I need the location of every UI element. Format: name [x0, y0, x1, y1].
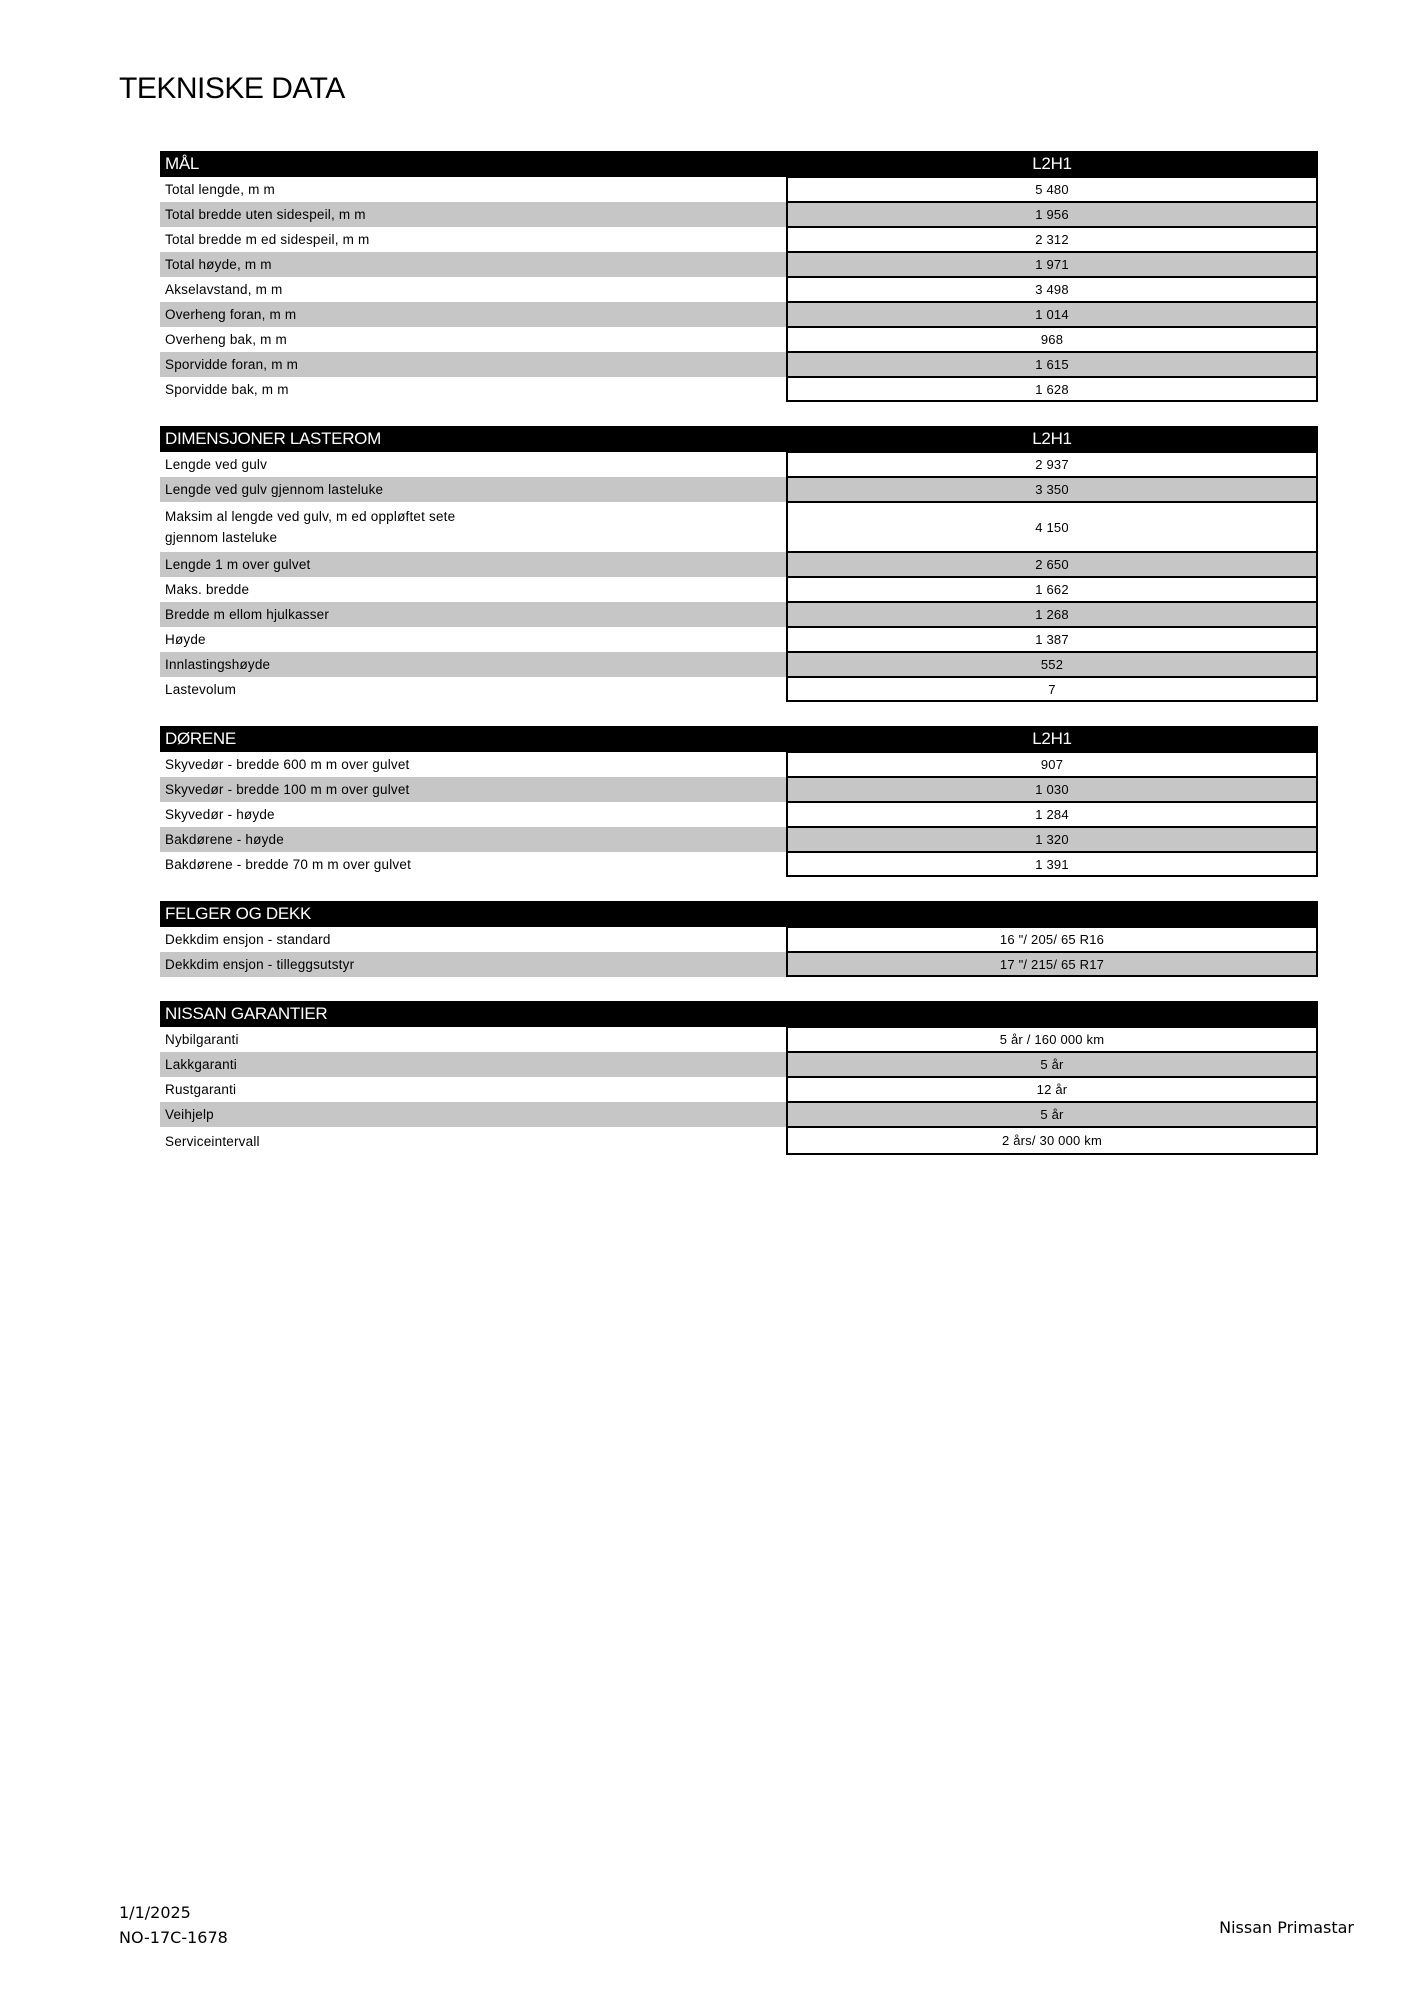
row-label: Lengde ved gulv: [165, 457, 268, 472]
row-value: 1 030: [786, 777, 1318, 802]
row-label: Skyvedør - høyde: [165, 807, 275, 822]
table-row: [160, 352, 1318, 377]
section-header: [160, 1001, 1318, 1027]
section-dimensjoner-lasterom: [160, 426, 1318, 702]
row-value: 1 628: [786, 377, 1318, 402]
table-row: [160, 1027, 1318, 1052]
table-row: [160, 677, 1318, 702]
table-row: [160, 777, 1318, 802]
row-value: 1 268: [786, 602, 1318, 627]
table-row: [160, 327, 1318, 352]
row-label: Total lengde, m m: [165, 182, 275, 197]
table-row: [160, 852, 1318, 877]
row-value: 907: [786, 752, 1318, 777]
table-row: [160, 652, 1318, 677]
row-label: Serviceintervall: [165, 1133, 260, 1149]
row-label: Total høyde, m m: [160, 252, 786, 277]
row-label: Total bredde uten sidespeil, m m: [160, 202, 786, 227]
row-label: Sporvidde bak, m m: [165, 382, 289, 397]
row-value: 4 150: [786, 502, 1318, 552]
row-value: 3 350: [786, 477, 1318, 502]
row-label: Dekkdim ensjon - tilleggsutstyr: [160, 952, 786, 977]
row-label: Høyde: [165, 632, 206, 647]
column-header: L2H1: [1032, 729, 1072, 748]
table-row: [160, 952, 1318, 977]
footer-code: NO-17C-1678: [119, 1928, 228, 1947]
row-label: Maksim al lengde ved gulv, m ed oppløftet sete gjennom lasteluke: [165, 509, 456, 545]
table-row: [160, 477, 1318, 502]
row-label: Sporvidde foran, m m: [160, 352, 786, 377]
row-value: 2 650: [786, 552, 1318, 577]
table-row: [160, 227, 1318, 252]
row-value: 1 387: [786, 627, 1318, 652]
table-row: [160, 752, 1318, 777]
column-header: L2H1: [1032, 429, 1072, 448]
table-row: [160, 602, 1318, 627]
section-title: DØRENE: [165, 729, 236, 748]
row-label: Lengde ved gulv gjennom lasteluke: [160, 477, 786, 502]
table-row: [160, 177, 1318, 202]
table-row: [160, 502, 1318, 552]
row-label: Lakkgaranti: [160, 1052, 786, 1077]
table-row: [160, 802, 1318, 827]
footer-left: [119, 1900, 228, 1950]
row-value: 1 320: [786, 827, 1318, 852]
row-label: Rustgaranti: [165, 1082, 237, 1097]
page-title: TEKNISKE DATA: [119, 72, 345, 106]
row-value: 5 480: [786, 177, 1318, 202]
table-row: [160, 1127, 1318, 1155]
row-label: Nybilgaranti: [165, 1032, 239, 1047]
row-label: Skyvedør - bredde 600 m m over gulvet: [165, 757, 410, 772]
table-row: [160, 252, 1318, 277]
row-label: Overheng bak, m m: [165, 332, 287, 347]
table-row: [160, 377, 1318, 402]
row-value: 552: [786, 652, 1318, 677]
row-label: Innlastingshøyde: [160, 652, 786, 677]
row-label: Maks. bredde: [165, 582, 250, 597]
row-value: 1 956: [786, 202, 1318, 227]
row-value: 1 014: [786, 302, 1318, 327]
section-title: FELGER OG DEKK: [165, 904, 312, 923]
row-label: Skyvedør - bredde 100 m m over gulvet: [160, 777, 786, 802]
row-value: 2 937: [786, 452, 1318, 477]
table-row: [160, 202, 1318, 227]
row-label: Dekkdim ensjon - standard: [165, 932, 331, 947]
row-value: 2 312: [786, 227, 1318, 252]
table-row: [160, 552, 1318, 577]
section-title: MÅL: [165, 154, 200, 173]
row-value: 5 år: [786, 1102, 1318, 1127]
row-label: Bakdørene - høyde: [160, 827, 786, 852]
row-label: Lengde 1 m over gulvet: [160, 552, 786, 577]
table-row: [160, 827, 1318, 852]
row-label: Akselavstand, m m: [165, 282, 283, 297]
footer-model: Nissan Primastar: [1219, 1918, 1354, 1937]
table-row: [160, 277, 1318, 302]
section-header: [160, 426, 1318, 452]
table-row: [160, 452, 1318, 477]
table-row: [160, 1052, 1318, 1077]
table-row: [160, 927, 1318, 952]
row-label: Total bredde m ed sidespeil, m m: [165, 232, 370, 247]
section-dorene: [160, 726, 1318, 877]
row-value: 1 391: [786, 852, 1318, 877]
row-label: Veihjelp: [160, 1102, 786, 1127]
row-value: 7: [786, 677, 1318, 702]
table-row: [160, 627, 1318, 652]
row-value: 1 662: [786, 577, 1318, 602]
table-row: [160, 1077, 1318, 1102]
spec-tables: [160, 151, 1318, 1179]
row-label: Bredde m ellom hjulkasser: [160, 602, 786, 627]
section-title: DIMENSJONER LASTEROM: [165, 429, 381, 448]
row-value: 2 års/ 30 000 km: [786, 1127, 1318, 1155]
row-value: 1 971: [786, 252, 1318, 277]
row-value: 3 498: [786, 277, 1318, 302]
row-label: Bakdørene - bredde 70 m m over gulvet: [165, 857, 412, 872]
table-row: [160, 1102, 1318, 1127]
row-value: 5 år: [786, 1052, 1318, 1077]
section-felger-og-dekk: [160, 901, 1318, 977]
row-value: 12 år: [786, 1077, 1318, 1102]
section-maal: [160, 151, 1318, 402]
row-value: 17 "/ 215/ 65 R17: [786, 952, 1318, 977]
row-value: 1 284: [786, 802, 1318, 827]
section-nissan-garantier: [160, 1001, 1318, 1155]
row-value: 16 "/ 205/ 65 R16: [786, 927, 1318, 952]
section-header: [160, 901, 1318, 927]
table-row: [160, 302, 1318, 327]
column-header: L2H1: [1032, 154, 1072, 173]
row-label: Overheng foran, m m: [160, 302, 786, 327]
row-label: Lastevolum: [165, 682, 237, 697]
footer-date: 1/1/2025: [119, 1903, 191, 1922]
row-value: 968: [786, 327, 1318, 352]
table-row: [160, 577, 1318, 602]
section-title: NISSAN GARANTIER: [165, 1004, 328, 1023]
section-header: [160, 151, 1318, 177]
row-value: 5 år / 160 000 km: [786, 1027, 1318, 1052]
section-header: [160, 726, 1318, 752]
row-value: 1 615: [786, 352, 1318, 377]
